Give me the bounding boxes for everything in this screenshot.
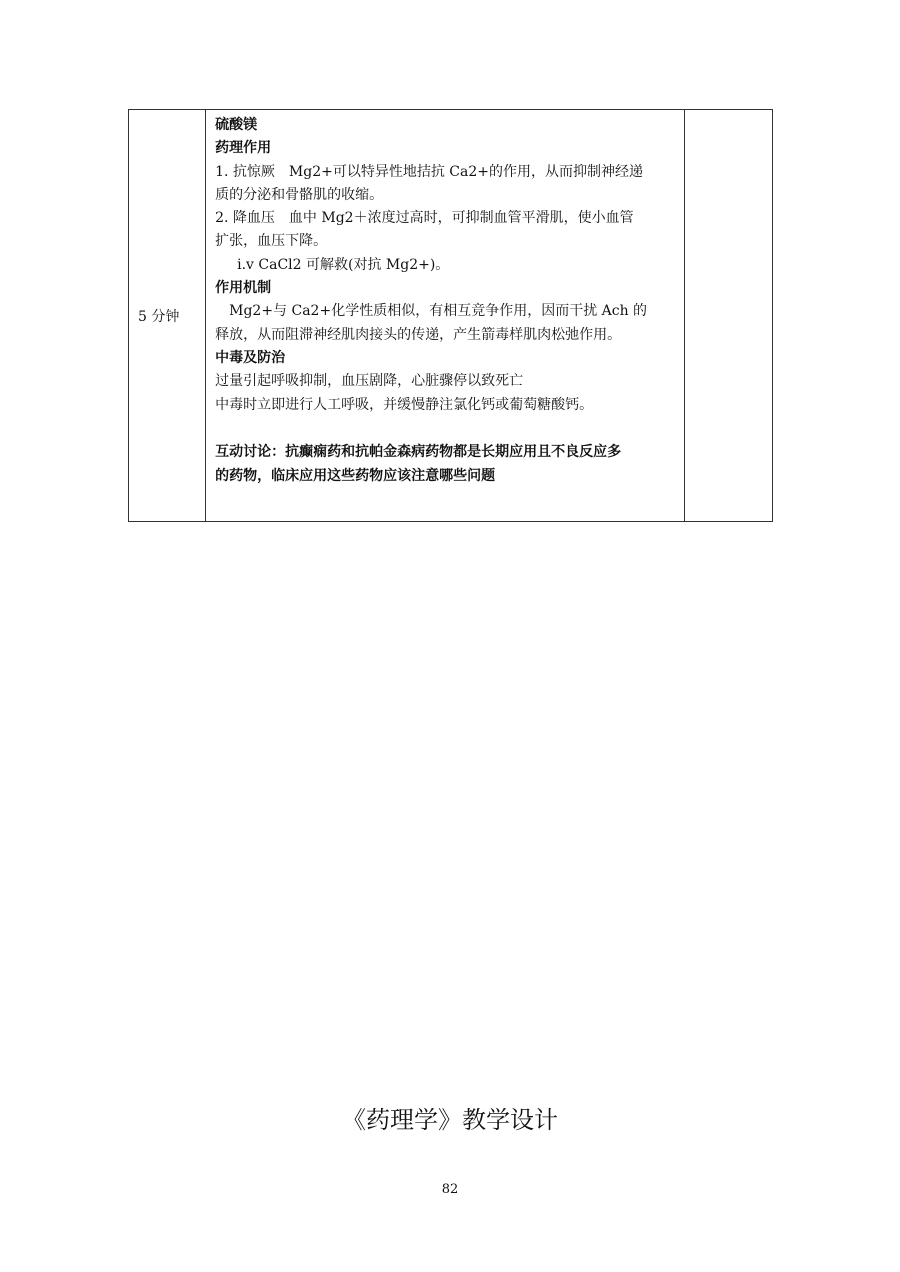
pharmacology-line: 质的分泌和骨骼肌的收缩。 [215,186,384,203]
mechanism-line: Mg2+与 Ca2+化学性质相似，有相互竞争作用，因而干扰 Ach 的 [229,303,648,320]
poisoning-line: 过量引起呼吸抑制，血压剧降，心脏骤停以致死亡 [215,373,524,390]
mechanism-heading: 作用机制 [215,280,272,297]
discussion-line: 的药物，临床应用这些药物应该注意哪些问题 [215,467,496,484]
antidote-line: i.v CaCl2 可解救(对抗 Mg2+)。 [237,256,450,273]
lesson-plan-table [128,109,773,522]
discussion-line: 互动讨论：抗癫痫药和抗帕金森病药物都是长期应用且不良反应多 [215,443,622,460]
pharmacology-line: 扩张，血压下降。 [215,233,328,250]
notes-cell [684,110,772,522]
document-title: 《药理学》教学设计 [342,1106,558,1134]
poisoning-heading: 中毒及防治 [215,349,286,366]
drug-name-heading: 硫酸镁 [215,117,258,133]
mechanism-line: 释放，从而阻滞神经肌肉接头的传递，产生箭毒样肌肉松弛作用。 [215,326,622,343]
table-row [129,110,773,522]
content-cell [206,110,685,522]
interactive-discussion [215,440,678,488]
page-number: 82 [441,1182,459,1197]
pharmacology-heading: 药理作用 [215,140,272,157]
pharmacology-line: 2. 降血压 血中 Mg2＋浓度过高时，可抑制血管平滑肌，使小血管 [215,210,634,227]
poisoning-line: 中毒时立即进行人工呼吸，并缓慢静注氯化钙或葡萄糖酸钙。 [215,396,594,413]
pharmacology-line: 1. 抗惊厥 Mg2+可以特异性地拮抗 Ca2+的作用，从而抑制神经递 [215,163,643,180]
time-cell: 5 分钟 [129,110,206,522]
